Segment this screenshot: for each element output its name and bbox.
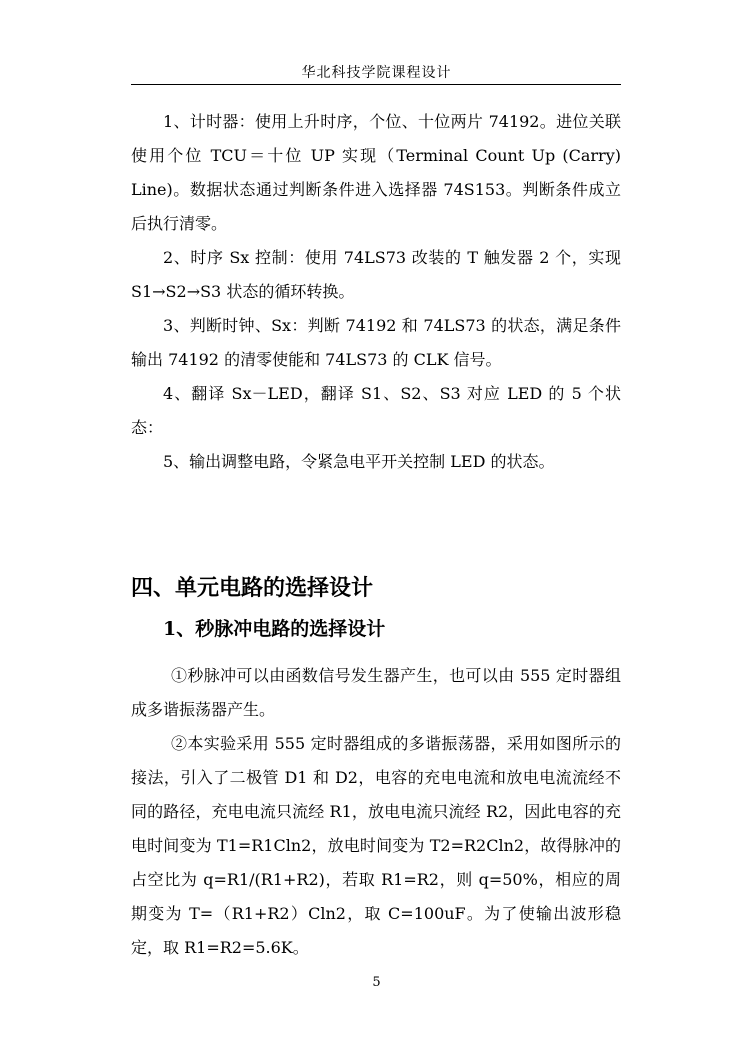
list-item-translate-led: 4、翻译 Sx－LED，翻译 S1、S2、S3 对应 LED 的 5 个状态： (131, 384, 621, 437)
section-heading: 四、单元电路的选择设计 (131, 575, 374, 601)
subsection-heading: 1、秒脉冲电路的选择设计 (163, 618, 386, 640)
page-body (131, 105, 627, 965)
paragraph-555-design: ②本实验采用 555 定时器组成的多谐振荡器，采用如图所示的接法，引入了二极管 D1 和 D2，电容的充电电流和放电电流流经不同的路径，充电电流只流经 R1，放电电流只流经 R2，因此电容的充电时间变为 T1=R1Cln2，放电时间变为 T2=R2Cln2，故得脉冲的占空比为 q=R1/(R1+R2)，若取 R1=R2，则 q=50%，相应的周期变为 T=（R1+R2）Cln2，取 C=100uF。为了使输出波形稳定，取 R1=R2=5.6K。 (131, 734, 621, 957)
paragraph-pulse-source: ①秒脉冲可以由函数信号发生器产生，也可以由 555 定时器组成多谐振荡器产生。 (131, 666, 621, 719)
page-header: 华北科技学院课程设计 (301, 65, 452, 81)
list-item-sequence-control: 2、时序 Sx 控制：使用 74LS73 改装的 T 触发器 2 个，实现 S1→S2→S3 状态的循环转换。 (131, 248, 627, 301)
header-divider (131, 84, 621, 85)
page-number: 5 (372, 975, 381, 990)
list-item-output-adjust: 5、输出调整电路，令紧急电平开关控制 LED 的状态。 (163, 452, 555, 471)
list-item-timer: 1、计时器：使用上升时序，个位、十位两片 74192。进位关联使用个位 TCU＝十位 UP 实现（Terminal Count Up (Carry) Line)。数据状态通过判断条件进入选择器 74S153。判断条件成立后执行清零。 (131, 112, 627, 233)
list-item-judge-clock: 3、判断时钟、Sx：判断 74192 和 74LS73 的状态，满足条件输出 74192 的清零使能和 74LS73 的 CLK 信号。 (131, 316, 621, 369)
